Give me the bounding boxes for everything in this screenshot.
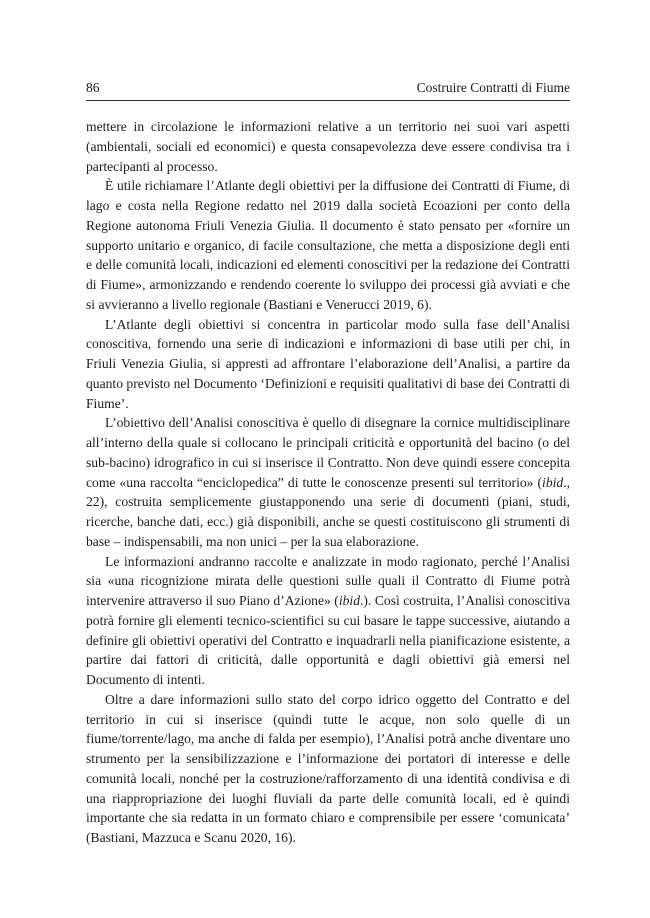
page-number: 86	[86, 80, 100, 95]
body-text	[86, 117, 570, 848]
paragraph-analysis-role	[86, 690, 570, 848]
text-run: È utile richiamare l’Atlante degli obiettivi per la diffusione dei Contratti di Fiume, di lago e costa nella Regione redatto nel 2019 dalla società Ecoazioni per conto della Regione autonoma Friuli Venezia Giulia. Il documento è stato pensato per «fornire un supporto unitario e organico, di facile consultazione, che metta a disposizione degli enti e delle comunità locali, indicazioni ed elementi conoscitivi per la redazione dei Contratti di Fiume», armonizzando e rendendo coerente lo sviluppo dei processi già avviati e che si avvieranno a livello regionale (Bastiani e Venerucci 2019, 6).	[86, 178, 570, 312]
running-header	[86, 80, 570, 101]
text-run: mettere in circolazione le informazioni relative a un territorio nei suoi vari aspetti (ambientali, sociali ed economici) e questa consapevolezza deve essere condivisa tra i partecipanti al processo.	[86, 119, 570, 174]
text-run: .). Così costruita, l’Analisi conoscitiva potrà fornire gli elementi tecnico-scientifici su cui basare le tappe successive, aiutando a definire gli obiettivi operativi del Contratto e inquadrarli nella pianificazione esistente, a partire dai fattori di criticità, dalle opportunità e dagli obiettivi già emersi nel Documento di intenti.	[86, 593, 570, 687]
paragraph-analysis-goal	[86, 413, 570, 551]
paragraph-continued	[86, 117, 570, 176]
text-run: Oltre a dare informazioni sullo stato del corpo idrico oggetto del Contratto e del territorio in cui si inserisce (quindi tutte le acque, non solo quelle di un fiume/torrente/lago, ma anche di falda per esempio), l’Analisi potrà anche diventare uno strumento per la sensibilizzazione e l’informazione dei portatori di interesse e delle comunità locali, nonché per la costruzione/rafforzamento di una identità condivisa e di una riappropriazione dei luoghi fluviali da parte delle comunità locali, ed è quindi importante che sia redatta in un formato chiaro e comprensibile per essere ‘comunicata’ (Bastiani, Mazzuca e Scanu 2020, 16).	[86, 691, 570, 845]
running-title: Costruire Contratti di Fiume	[416, 80, 570, 95]
text-run: Le informazioni andranno raccolte e analizzate in modo ragionato, perché l’Analisi sia «una ricognizione mirata delle questioni sulle quali il Contratto di Fiume potrà intervenire attraverso il suo Piano d’Azione» (	[86, 553, 570, 608]
paragraph-information-gathering	[86, 552, 570, 690]
citation-ibid: ibid	[338, 593, 360, 608]
text-run: ., 22), costruita semplicemente giustapponendo una serie di documenti (piani, studi, ricerche, banche dati, ecc.) già disponibili, anche se questi costituiscono gli strumenti di base – indispensabili, ma non unici – per la sua elaborazione.	[86, 474, 570, 549]
text-run: L’obiettivo dell’Analisi conoscitiva è quello di disegnare la cornice multidisciplinare all’interno della quale si collocano le principali criticità e opportunità del bacino (o del sub-bacino) idrografico in cui si inserisce il Contratto. Non deve quindi essere concepita come «una raccolta “enciclopedica” di tutte le conoscenze presenti sul territorio» (	[86, 415, 570, 490]
text-run: L’Atlante degli obiettivi si concentra in particolar modo sulla fase dell’Analisi conoscitiva, fornendo una serie di indicazioni e informazioni di base utili per chi, in Friuli Venezia Giulia, si appresti ad affrontare l’elaborazione dell’Analisi, a partire da quanto previsto nel Documento ‘Definizioni e requisiti qualitativi di base dei Contratti di Fiume’.	[86, 316, 570, 411]
paragraph-atlante-focus	[86, 315, 570, 414]
citation-ibid: ibid	[542, 474, 564, 490]
paragraph-atlante-intro	[86, 176, 570, 314]
